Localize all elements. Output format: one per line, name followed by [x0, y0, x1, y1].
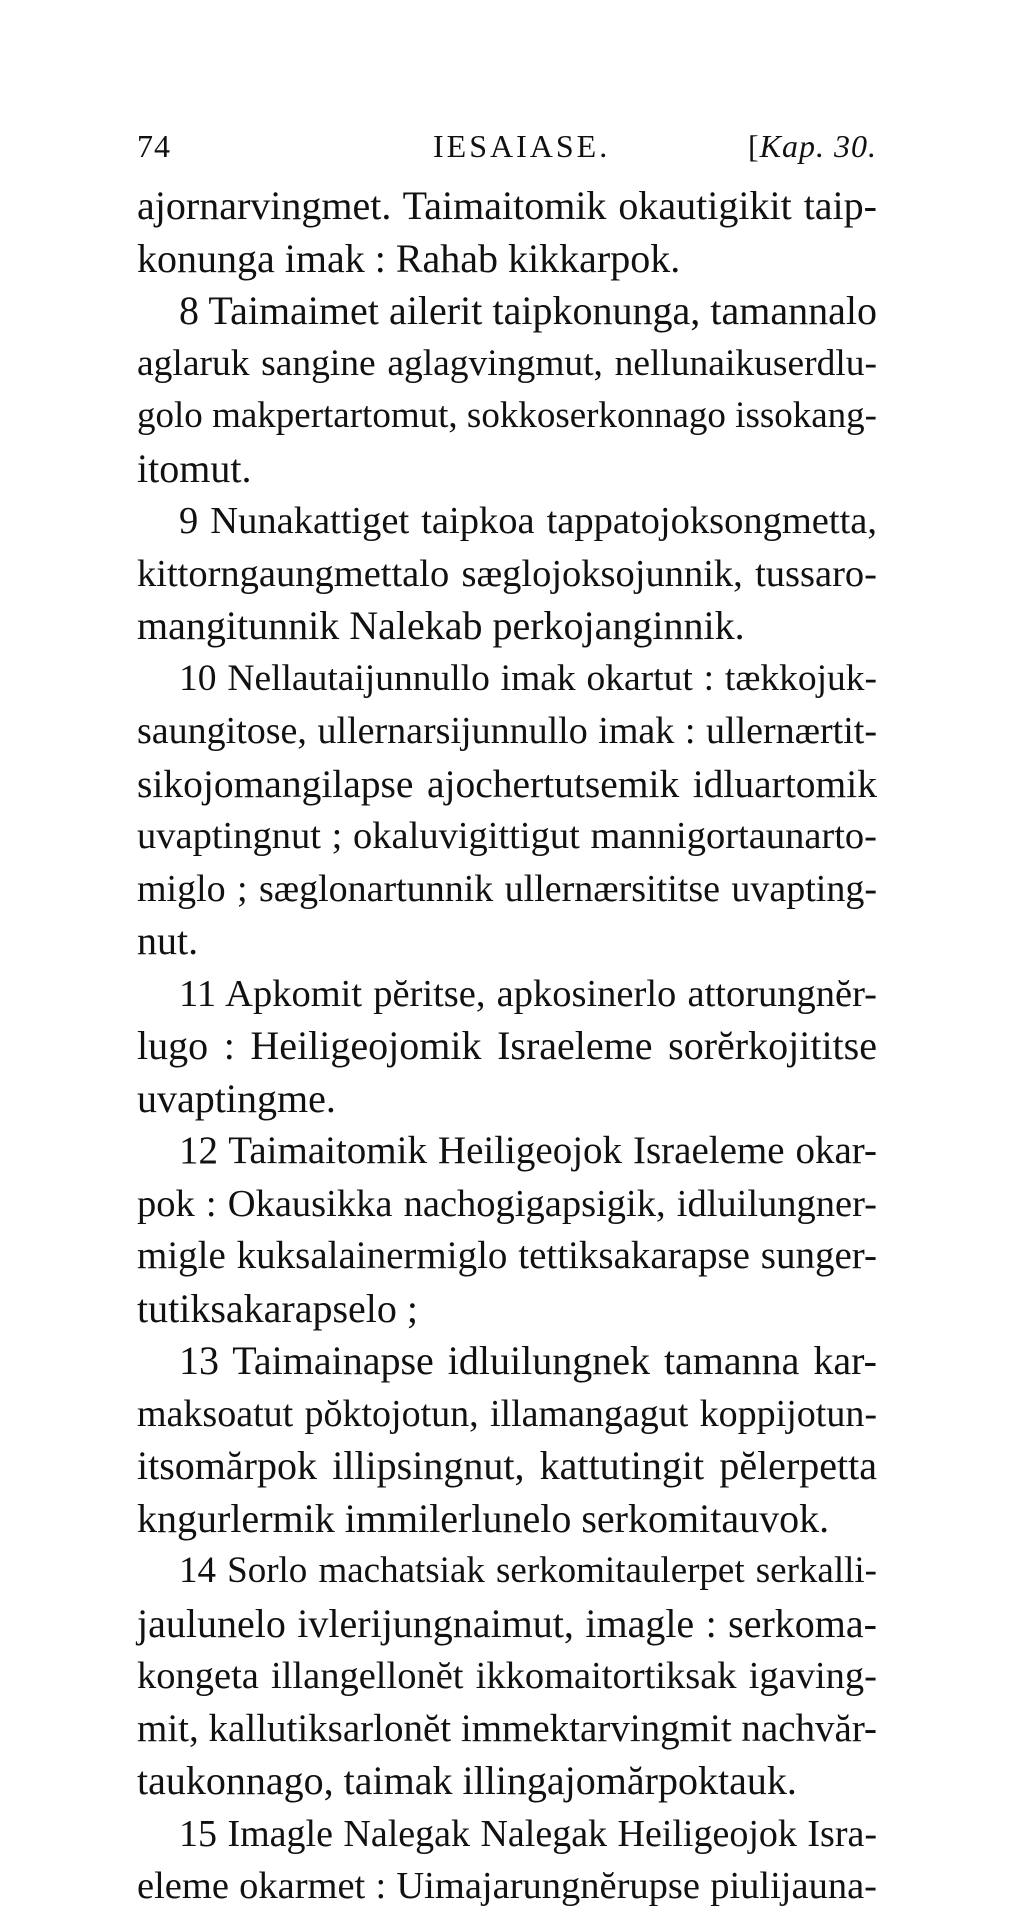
text-line: kongeta illangellonĕt ikkomaitortiksak igaving-: [137, 1655, 877, 1697]
text-line: 11 Apkomit pĕritse, apkosinerlo attorungnĕr-: [179, 972, 877, 1015]
chapter-label: Kap. 30.: [759, 128, 877, 164]
text-line: 10 Nellautaijunnullo imak okartut : tækkojuk-: [179, 657, 877, 699]
text-line: saungitose, ullernarsijunnullo imak : ullernærtit-: [137, 710, 877, 752]
text-line: 12 Taimaitomik Heiligeojok Israeleme okar-: [179, 1129, 877, 1172]
text-line: 15 Imagle Nalegak Nalegak Heiligeojok Isra-: [179, 1812, 877, 1855]
text-line: aglaruk sangine aglagvingmut, nellunaikuserdlu-: [137, 342, 877, 384]
text-line: mit, kallutiksarlonĕt immektarvingmit nachvăr-: [137, 1706, 878, 1750]
text-line: kittorngaungmettalo sæglojoksojunnik, tussaro-: [137, 552, 877, 595]
text-line: 13 Taimainapse idluilungnek tamanna kar-: [179, 1338, 877, 1383]
text-line: uvaptingme.: [137, 1075, 336, 1121]
text-line: mangitunnik Nalekab perkojanginnik.: [137, 603, 745, 648]
text-line: eleme okarmet : Uimajarungnĕrupse piulijauna-: [137, 1865, 877, 1907]
running-title: IESAIASE.: [433, 128, 611, 164]
text-line: maksoatut pŏktojotun, illamangagut koppijotun-: [137, 1392, 877, 1435]
text-line: lugo : Heiligeojomik Israeleme sorĕrkojititse: [137, 1023, 877, 1068]
text-line: 9 Nunakattiget taipkoa tappatojoksongmetta,: [179, 500, 877, 542]
text-line: pok : Okausikka nachogigapsigik, idluilungner-: [137, 1182, 877, 1225]
text-line: uvaptingnut ; okaluvigittigut mannigortaunarto-: [137, 815, 877, 857]
text-body: [137, 180, 877, 1913]
text-line: jaulunelo ivlerijungnaimut, imagle : serkoma-: [137, 1600, 877, 1646]
page: [137, 128, 877, 1913]
text-line: taukonnago, taimak illingajomărpoktauk.: [137, 1758, 797, 1803]
text-line: nut.: [137, 918, 199, 963]
text-line: 8 Taimaimet ailerit taipkonunga, tamannalo: [179, 288, 877, 333]
text-line: itomut.: [137, 445, 252, 491]
text-line: 14 Sorlo machatsiak serkomitaulerpet serkalli-: [179, 1550, 877, 1591]
chapter-bracket: [: [748, 128, 760, 164]
chapter-reference: [748, 128, 877, 165]
text-line: sikojomangilapse ajochertutsemik idluartomik: [137, 761, 877, 806]
text-line: migle kuksalainermiglo tettiksakarapse sunger-: [137, 1234, 877, 1277]
text-line: itsomărpok illipsingnut, kattutingit pĕlerpetta: [137, 1443, 877, 1488]
text-line: ajornarvingmet. Taimaitomik okautigikit taip-: [137, 183, 877, 228]
text-line: tutiksakarapselo ;: [137, 1285, 419, 1331]
running-header: [137, 128, 877, 168]
text-line: kngurlermik immilerlunelo serkomitauvok.: [137, 1495, 830, 1541]
text-line: miglo ; sæglonartunnik ullernærsititse uvapting-: [137, 867, 877, 910]
text-line: golo makpertartomut, sokkoserkonnago issokang-: [137, 395, 877, 436]
page-number: 74: [137, 128, 171, 164]
text-line: konunga imak : Rahab kikkarpok.: [137, 235, 681, 281]
